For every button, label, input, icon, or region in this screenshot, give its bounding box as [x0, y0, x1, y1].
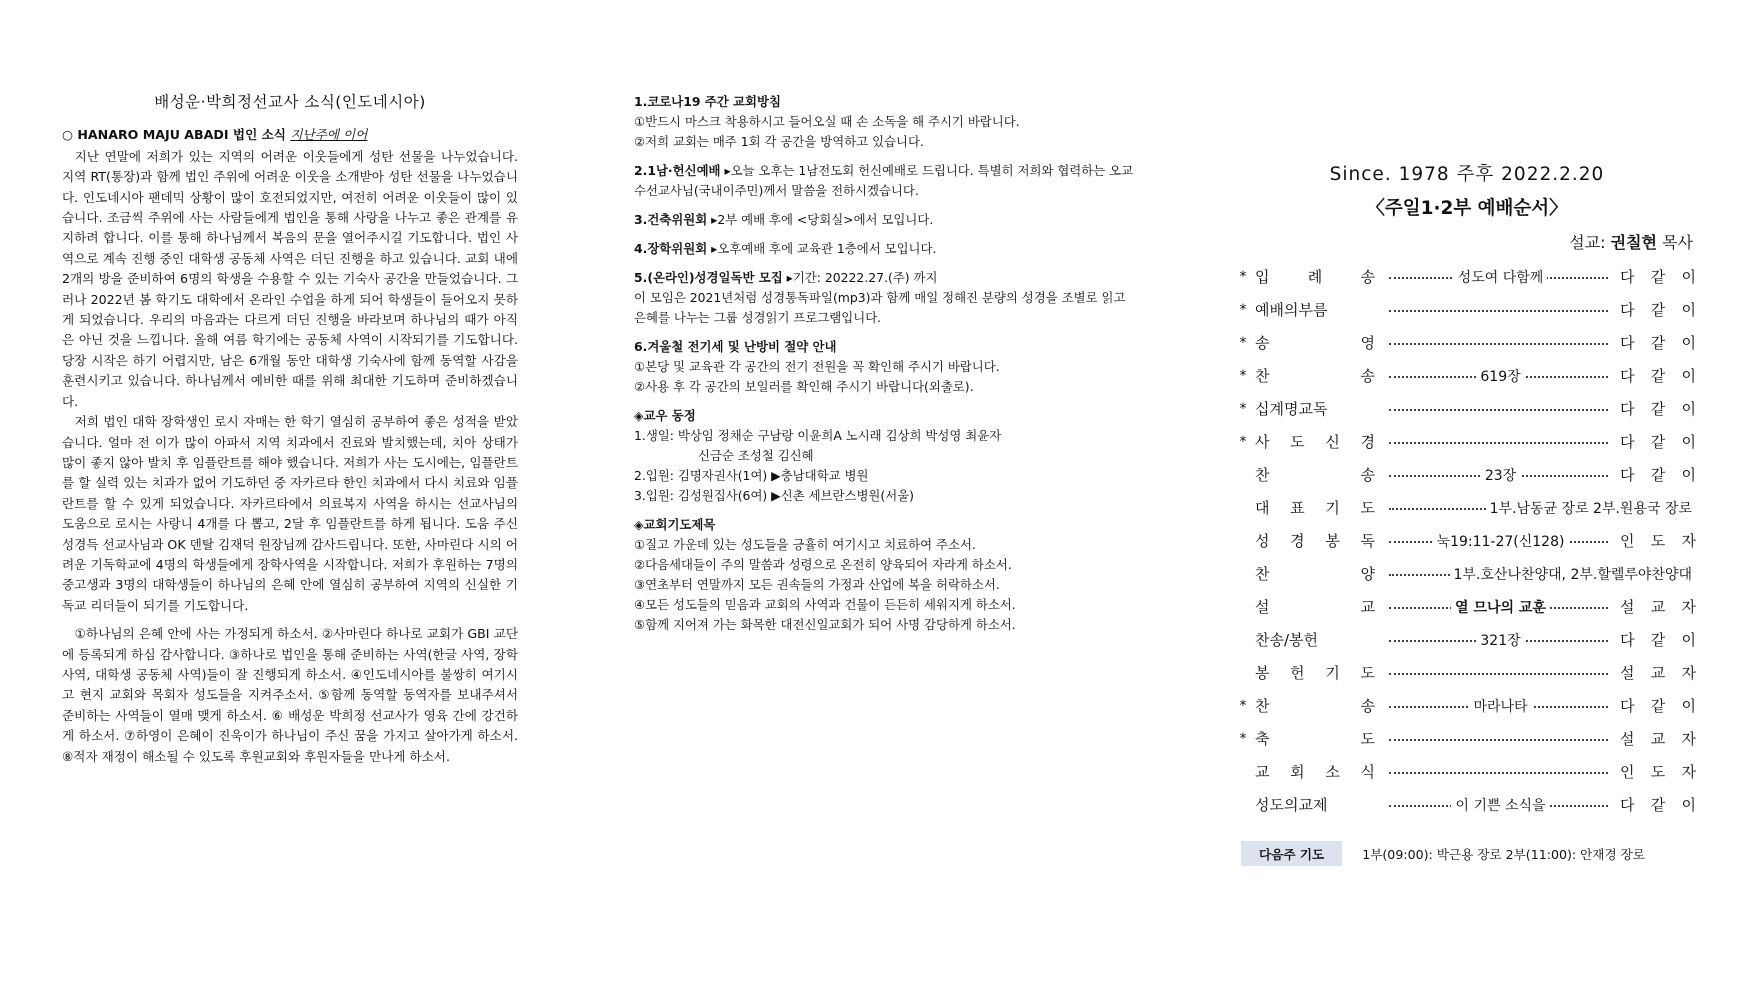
standing-mark — [1231, 557, 1255, 590]
announcement-title: 4.장학위원회 — [634, 241, 708, 256]
hanaro-heading — [62, 125, 518, 145]
order-item-detail — [1387, 788, 1614, 821]
member-news-line: 신금순 조성철 김신혜 — [698, 448, 814, 463]
order-item-detail — [1387, 359, 1614, 392]
worship-order-row — [1231, 458, 1696, 491]
announcement-title: 3.건축위원회 — [634, 212, 708, 227]
prayer-item: ③연초부터 연말까지 모든 권속들의 가정과 산업에 복을 허락하소서. — [634, 577, 1000, 592]
announcement-text — [634, 268, 1139, 288]
dot-leader — [1389, 673, 1608, 675]
order-item-content: 23장 — [1481, 468, 1520, 484]
worship-order-row — [1231, 788, 1696, 821]
prayer-item: ⑤함께 지어져 가는 화목한 대전신일교회가 되어 사명 감당하게 하소서. — [634, 617, 1016, 632]
worship-order-title: 〈주일1·2부 예배순서〉 — [1366, 198, 1568, 219]
standing-mark — [1231, 458, 1255, 491]
dot-leader — [1389, 739, 1608, 741]
order-item-name: 예배의부름 — [1255, 301, 1328, 319]
worship-order-row — [1231, 722, 1696, 755]
order-item-detail — [1387, 722, 1614, 755]
order-item-name: 찬 양 — [1255, 565, 1375, 583]
missionary-news-title: 배성운·박희정선교사 소식(인도네시아) — [154, 93, 426, 111]
order-item-leader: 다 같 이 — [1620, 796, 1696, 814]
standing-mark: * — [1239, 697, 1247, 714]
announcement-line: ①반드시 마스크 착용하시고 들어오실 때 손 소독을 해 주시기 바랍니다. — [634, 114, 1020, 129]
order-item-detail — [1387, 689, 1614, 722]
preacher-line — [1231, 230, 1693, 253]
order-item-detail — [1387, 623, 1614, 656]
order-item-name: 사 도 신 경 — [1255, 433, 1375, 451]
standing-mark — [1231, 524, 1255, 557]
order-item-name: 설 교 — [1255, 598, 1375, 616]
prayer-list-title: ◈교회기도제목 — [634, 517, 716, 532]
standing-mark — [1231, 623, 1255, 656]
church-prayer-list — [634, 515, 1139, 635]
order-item-leader: 다 같 이 — [1620, 268, 1696, 286]
worship-order-row — [1231, 524, 1696, 557]
member-news — [634, 406, 1139, 506]
worship-order-column — [1231, 160, 1696, 866]
worship-order-row — [1231, 689, 1696, 722]
worship-order-row — [1231, 755, 1696, 788]
order-item-name: 성 경 봉 독 — [1255, 532, 1375, 550]
announcement-body: ▸2부 예배 후에 <당회실>에서 모입니다. — [707, 212, 934, 227]
order-item-detail — [1387, 260, 1614, 293]
standing-mark: * — [1239, 367, 1247, 384]
order-item-detail — [1387, 425, 1614, 458]
preacher-title: 목사 — [1657, 233, 1693, 252]
announcement-body: ▸오늘 오후는 1남전도회 헌신예배로 드립니다. 특별히 저희와 협력하는 오교수선교사님(국내이주민)께서 말씀을 전하시겠습니다. — [634, 163, 1134, 198]
announcement-title: 5.(온라인)성경일독반 모집 — [634, 270, 783, 285]
prayer-item: ②다음세대들이 주의 말씀과 성령으로 온전히 양육되어 자라게 하소서. — [634, 557, 1012, 572]
order-item-detail — [1387, 326, 1614, 359]
order-item-content: 1부.남동균 장로 2부.원용국 장로 — [1486, 501, 1696, 517]
order-item-content: 619장 — [1476, 369, 1524, 385]
worship-order-row — [1231, 260, 1696, 293]
order-item-name: 입 례 송 — [1255, 268, 1375, 286]
worship-order-row — [1231, 491, 1696, 524]
order-item-name: 찬송/봉헌 — [1255, 631, 1319, 649]
announcement-body: 이 모임은 2021년처럼 성경통독파일(mp3)과 함께 매일 정해진 분량의 성경을 조별로 읽고 은혜를 나누는 그룹 성경읽기 프로그램입니다. — [634, 290, 1126, 325]
standing-mark — [1231, 491, 1255, 524]
order-item-content: 321장 — [1476, 633, 1524, 649]
announcement-covid — [634, 92, 1139, 152]
worship-order-row — [1231, 293, 1696, 326]
announcement-text — [634, 210, 1139, 230]
order-item-leader: 다 같 이 — [1620, 400, 1696, 418]
order-item-leader: 다 같 이 — [1620, 334, 1696, 352]
dot-leader — [1389, 343, 1608, 345]
news-paragraph: 저희 법인 대학 장학생인 로시 자매는 한 학기 열심히 공부하여 좋은 성적을 받았습니다. 얼마 전 이가 많이 아파서 지역 치과에서 진료와 발치했는데, 치아 상태가 많이 좋지 않아 발치 후 임플란트를 해야 했습니다. 저희가 사는 도시에는, 임플란트를 할 실력 있는 치과가 없어 기도하던 중 자카르타 한인 치과에서 다시 치료와 임플란트를 할 수 있게 되었습니다. 자카르타에서 의료복지 사역을 하시는 선교사님의 도움으로 로시는 사랑니 4개를 다 뽑고, 2달 후 임플란트를 하게 됩니다. 도움 주신 성경득 선교사님과 OK 덴탈 김재덕 원장님께 감사드립니다. 또한, 사마린다 시의 어려운 기독학교에 4명의 학생들에게 장학사역을 시작합니다. 저희가 후원하는 7명의 중고생과 3명의 대학생들이 하나님의 은혜 안에 열심히 공부하여 지역의 신실한 기독교 리더들이 되기를 기도합니다. — [62, 414, 518, 613]
member-news-line: 3.입원: 김성원집사(6여) ▶신촌 세브란스병원(서울) — [634, 488, 915, 503]
order-item-detail — [1387, 392, 1614, 425]
prayer-item: ①질고 가운데 있는 성도들을 긍휼히 여기시고 치료하여 주소서. — [634, 537, 976, 552]
order-item-leader: 다 같 이 — [1620, 466, 1696, 484]
order-item-detail — [1387, 293, 1614, 326]
standing-mark: * — [1239, 433, 1247, 450]
announcement-text — [634, 161, 1139, 201]
order-item-content: 눅19:11-27(신128) — [1433, 534, 1569, 550]
dot-leader — [1389, 310, 1608, 312]
hanaro-heading-note: 지난주에 이어 — [290, 127, 368, 143]
worship-order-table — [1231, 260, 1696, 821]
order-item-leader: 다 같 이 — [1620, 433, 1696, 451]
announcement-text — [634, 239, 1139, 259]
order-item-content: 성도여 다함께 — [1454, 270, 1548, 286]
next-week-prayer — [1231, 841, 1693, 866]
announcement-building — [634, 210, 1139, 230]
order-item-detail — [1387, 458, 1614, 491]
order-item-detail — [1387, 590, 1614, 623]
dot-leader — [1389, 442, 1608, 444]
order-item-content: 1부.호산나찬양대, 2부.할렐루야찬양대 — [1450, 567, 1696, 583]
standing-mark — [1231, 788, 1255, 821]
order-item-leader: 다 같 이 — [1620, 631, 1696, 649]
order-item-name: 대 표 기 도 — [1255, 499, 1375, 517]
order-item-leader: 인 도 자 — [1620, 763, 1696, 781]
announcement-bible-reading — [634, 268, 1139, 328]
standing-mark: * — [1239, 268, 1247, 285]
worship-order-row — [1231, 326, 1696, 359]
prayer-item: ④모든 성도들의 믿음과 교회의 사역과 건물이 든든히 세워지게 하소서. — [634, 597, 1016, 612]
standing-mark: * — [1239, 301, 1247, 318]
announcement-energy — [634, 337, 1139, 397]
announcement-line: ②사용 후 각 공간의 보일러를 확인해 주시기 바랍니다(외출로). — [634, 379, 974, 394]
order-item-name: 찬 송 — [1255, 466, 1375, 484]
announcement-body: ▸기간: 20222.27.(주) 까지 — [782, 270, 938, 285]
order-item-name: 축 도 — [1255, 730, 1375, 748]
standing-mark — [1231, 590, 1255, 623]
preacher-label: 설교: — [1569, 233, 1611, 252]
member-news-line: 1.생일: 박상임 정채순 구남랑 이윤희A 노시래 김상희 박성영 최윤자 — [634, 428, 1002, 443]
order-item-leader: 설 교 자 — [1620, 730, 1696, 748]
worship-order-row — [1231, 392, 1696, 425]
worship-order-row — [1231, 656, 1696, 689]
announcement-line: ②저희 교회는 매주 1회 각 공간을 방역하고 있습니다. — [634, 134, 924, 149]
hanaro-heading-main: ○ HANARO MAJU ABADI 법인 소식 — [62, 127, 291, 143]
order-item-detail — [1387, 491, 1696, 524]
worship-order-row — [1231, 359, 1696, 392]
order-item-leader: 설 교 자 — [1620, 598, 1696, 616]
order-item-name: 교 회 소 식 — [1255, 763, 1375, 781]
announcement-line: ①본당 및 교육관 각 공간의 전기 전원을 꼭 확인해 주시기 바랍니다. — [634, 359, 1000, 374]
order-item-name: 십계명교독 — [1255, 400, 1328, 418]
order-item-leader: 인 도 자 — [1620, 532, 1696, 550]
order-item-leader: 다 같 이 — [1620, 697, 1696, 715]
order-item-content: 마라나타 — [1469, 699, 1531, 715]
order-item-name: 찬 송 — [1255, 697, 1375, 715]
announcement-title: 1.코로나19 주간 교회방침 — [634, 94, 781, 109]
announcement-scholarship — [634, 239, 1139, 259]
announcement-service — [634, 161, 1139, 201]
dot-leader — [1389, 409, 1608, 411]
order-item-leader: 설 교 자 — [1620, 664, 1696, 682]
standing-mark: * — [1239, 730, 1247, 747]
announcement-title: 6.겨울철 전기세 및 난방비 절약 안내 — [634, 339, 837, 354]
member-news-line: 2.입원: 김명자권사(1여) ▶충남대학교 병원 — [634, 468, 869, 483]
next-prayer-label: 다음주 기도 — [1241, 841, 1342, 866]
order-item-leader: 다 같 이 — [1620, 367, 1696, 385]
order-item-detail — [1387, 557, 1696, 590]
missionary-news-column — [62, 92, 518, 767]
standing-mark — [1231, 755, 1255, 788]
order-item-detail — [1387, 656, 1614, 689]
order-item-name: 찬 송 — [1255, 367, 1375, 385]
news-paragraph: 지난 연말에 저희가 있는 지역의 어려운 이웃들에게 성탄 선물을 나누었습니다. 지역 RT(통장)과 함께 법인 주위에 어려운 이웃을 소개받아 성탄 선물을 나누었습니다. 인도네시아 팬데믹 상황이 많이 호전되었지만, 여전히 어려운 이웃들이 많이 있습니다. 조금씩 주위에 사는 사람들에게 법인을 통해 사랑을 나누고 좋은 관계를 유지하려 합니다. 이를 통해 하나님께서 복음의 문을 열어주시길 기도합니다. 법인 사역으로 계속 진행 중인 대학생 공동체 사역은 더딘 진행을 하고 있습니다. 교회 내에 2개의 방을 준비하여 6명의 학생을 수용할 수 있는 기숙사 공간을 만들었습니다. 그러나 2022년 봄 학기도 대학에서 온라인 수업을 하게 되어 학생들이 들어오지 못하게 되었습니다. 우리의 마음과는 다르게 더딘 진행을 바라보며 하나님의 때가 아직은 아닌 것을 느낍니다. 올해 여름 학기에는 공동체 사역이 시작되기를 기도합니다. 당장 시작은 하기 어렵지만, 남은 6개월 동안 대학생 기숙사에 함께 동역할 사감을 훈련시키고 있습니다. 하나님께서 예비한 때를 위해 최대한 기도하며 준비하겠습니다. — [62, 148, 518, 409]
preacher-name: 권칠현 — [1610, 233, 1657, 252]
order-item-leader: 다 같 이 — [1620, 301, 1696, 319]
order-item-name: 송 영 — [1255, 334, 1375, 352]
bulletin-date: Since. 1978 주후 2022.2.20 — [1329, 164, 1605, 185]
worship-order-row — [1231, 425, 1696, 458]
worship-order-row — [1231, 623, 1696, 656]
dot-leader — [1389, 772, 1608, 774]
prayer-requests-paragraph: ①하나님의 은혜 안에 사는 가정되게 하소서. ②사마린다 하나로 교회가 GBI 교단에 등록되게 하심 감사합니다. ③하나로 법인을 통해 준비하는 사역(한글 사역, 장학사역, 대학생 공동체 사역)들이 잘 진행되게 하소서. ④인도네시아를 불쌍히 여기시고 현지 교회와 목회자 성도들을 지켜주소서. ⑤함께 동역할 동역자를 보내주셔서 준비하는 사역들이 열매 맺게 하소서. ⑥ 배성운 박희정 선교사가 영육 간에 강건하게 하소서. ⑦하영이 은혜이 진욱이가 하나님이 주신 꿈을 가지고 살아가게 하소서. ⑧적자 재정이 해소될 수 있도록 후원교회와 후원자들을 만나게 하소서. — [62, 626, 518, 764]
order-item-name: 봉 헌 기 도 — [1255, 664, 1375, 682]
order-item-detail — [1387, 524, 1614, 557]
order-item-name: 성도의교제 — [1255, 796, 1328, 814]
order-item-detail — [1387, 755, 1614, 788]
worship-order-row — [1231, 557, 1696, 590]
announcement-body: ▸오후예배 후에 교육관 1층에서 모입니다. — [707, 241, 937, 256]
standing-mark: * — [1239, 334, 1247, 351]
next-prayer-text: 1부(09:00): 박근용 장로 2부(11:00): 안재경 장로 — [1362, 847, 1645, 862]
order-item-content: 열 므나의 교훈 — [1451, 600, 1550, 616]
standing-mark — [1231, 656, 1255, 689]
member-news-title: ◈교우 동정 — [634, 408, 696, 423]
worship-order-row — [1231, 590, 1696, 623]
announcement-title: 2.1남·헌신예배 — [634, 163, 721, 178]
standing-mark: * — [1239, 400, 1247, 417]
church-announcements-column — [634, 92, 1139, 644]
order-item-content: 이 기쁜 소식을 — [1451, 798, 1549, 814]
